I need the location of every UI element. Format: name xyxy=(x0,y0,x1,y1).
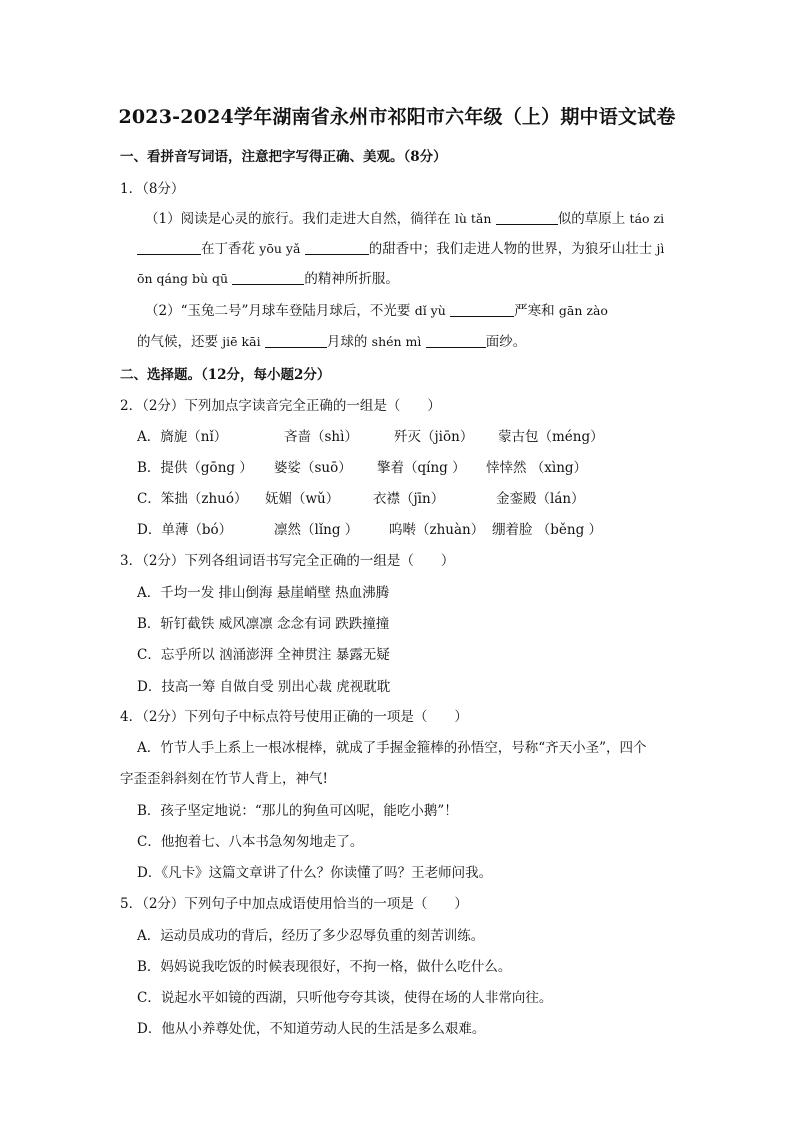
pinyin-diyu: dǐ yù xyxy=(414,303,446,318)
q1-paragraph-1-line-2 xyxy=(137,240,664,258)
pinyin-lvtan: lù tǎn xyxy=(454,211,492,226)
answer-blank[interactable] xyxy=(450,302,514,317)
q2-d-word-1: D．单薄（bó） xyxy=(137,522,233,538)
answer-blank[interactable] xyxy=(232,270,304,285)
q5-option-a[interactable]: A．运动员成功的背后，经历了多少忍辱负重的刻苦训练。 xyxy=(137,928,485,944)
answer-blank[interactable] xyxy=(426,333,486,348)
q4-option-b[interactable]: B．孩子坚定地说：“那儿的狗鱼可凶呢，能吃小鹅”！ xyxy=(137,803,458,819)
q2-d-word-4: 绷着脸 （běng ） xyxy=(492,522,603,538)
q4-option-d[interactable]: D．《凡卡》这篇文章讲了什么？你读懂了吗？王老师问我。 xyxy=(137,865,493,881)
q2-a-word-3: 歼灭（jiōn） xyxy=(394,429,474,445)
q1-text: 月球的 xyxy=(326,334,368,350)
pinyin-youya: yōu yǎ xyxy=(259,241,301,256)
q2-b-word-4: 悻悻然 （xìng） xyxy=(486,460,588,476)
q2-d-word-2: 凛然（lǐng ） xyxy=(274,522,359,538)
pinyin-jiekai: jiē kāi xyxy=(222,334,261,349)
q2-c-word-3: 衣襟（jīn） xyxy=(373,491,445,507)
q2-c-word-1: C．笨拙（zhuó） xyxy=(137,491,248,507)
q1-paragraph-1-line-1 xyxy=(145,210,664,228)
q2-b-word-2: 婆娑（suō） xyxy=(274,460,352,476)
answer-blank[interactable] xyxy=(265,333,327,348)
question-stem-3: 3．（2分）下列各组词语书写完全正确的一组是（ ） xyxy=(120,553,455,569)
question-stem-4: 4．（2分）下列句子中标点符号使用正确的一项是（ ） xyxy=(120,709,468,725)
q2-c-word-2: 妩媚（wǔ） xyxy=(265,491,340,507)
q1-paragraph-2-line-2 xyxy=(137,333,526,351)
question-stem-5: 5．（2分）下列句子中加点成语使用恰当的一项是（ ） xyxy=(120,896,468,912)
q5-option-b[interactable]: B．妈妈说我吃饭的时候表现很好，不拘一格，做什么吃什么。 xyxy=(137,959,512,975)
pinyin-ji: jì xyxy=(656,241,665,256)
q2-c-word-4: 金銮殿（lán） xyxy=(496,491,585,507)
q1-text: 的气候，还要 xyxy=(137,334,218,350)
q1-paragraph-1-line-3 xyxy=(137,270,399,288)
question-label-1: 1．（8分） xyxy=(120,181,185,197)
question-stem-2: 2．（2分）下列加点字读音完全正确的一组是（ ） xyxy=(120,398,441,414)
q3-option-c[interactable]: C．忘乎所以 汹涌澎湃 全神贯注 暴露无疑 xyxy=(137,647,390,663)
section-heading-1: 一、看拼音写词语，注意把字写得正确、美观。（8分） xyxy=(120,149,447,165)
q1-paragraph-2-line-1 xyxy=(145,302,608,320)
q3-option-a[interactable]: A．千均一发 排山倒海 悬崖峭壁 热血沸腾 xyxy=(137,585,390,601)
page-title: 2023-2024学年湖南省永州市祁阳市六年级（上）期中语文试卷 xyxy=(118,106,676,128)
q4-option-c[interactable]: C．他抱着七、八本书急匆匆地走了。 xyxy=(137,834,364,850)
section-heading-2: 二、选择题。（12分，每小题2分） xyxy=(120,367,331,383)
q2-b-word-1: B．提供（gōng ） xyxy=(137,460,253,476)
answer-blank[interactable] xyxy=(137,240,201,255)
q4-option-a[interactable]: A．竹节人手上系上一根冰棍棒，就成了手握金箍棒的孙悟空，号称“齐天小圣”，四个 xyxy=(137,740,647,756)
q1-text: 的甜香中；我们走进人物的世界，为狼牙山壮士 xyxy=(368,241,653,257)
q3-option-b[interactable]: B．斩钉截铁 威风凛凛 念念有词 跌跌撞撞 xyxy=(137,616,390,632)
q1-text: 在丁香花 xyxy=(201,241,255,257)
q1-text: 面纱。 xyxy=(485,334,527,350)
q2-d-word-3: 呜啭（zhuàn） xyxy=(389,522,485,538)
q2-b-word-3: 擎着（qíng ） xyxy=(377,460,466,476)
q3-option-d[interactable]: D．技高一筹 自做自受 别出心裁 虎视耽耽 xyxy=(137,679,391,695)
answer-blank[interactable] xyxy=(305,240,369,255)
q1-text: （1）阅读是心灵的旅行。我们走进大自然，徜徉在 xyxy=(145,211,451,227)
q1-text: 似的草原上 xyxy=(557,211,626,227)
pinyin-taozui: táo zi xyxy=(629,211,665,226)
answer-blank[interactable] xyxy=(496,210,558,225)
q1-text: 的精神所折服。 xyxy=(304,271,399,287)
q2-a-word-2: 吝啬（shì） xyxy=(284,429,358,445)
pinyin-ganzao: gān zào xyxy=(558,303,608,318)
q1-text: 严寒和 xyxy=(514,303,555,319)
q5-option-c[interactable]: C．说起水平如镜的西湖，只听他夸夸其谈，使得在场的人非常向往。 xyxy=(137,990,553,1006)
pinyin-shenmi: shén mì xyxy=(371,334,422,349)
q4-option-a-continued: 字歪歪斜斜刻在竹节人背上，神气! xyxy=(120,771,328,787)
pinyin-qiangbuqu: ōn qáng bù qū xyxy=(137,271,229,286)
q2-a-word-1: A．旖旎（nǐ） xyxy=(137,429,228,445)
q2-a-word-4: 蒙古包（méng） xyxy=(498,429,604,445)
q5-option-d[interactable]: D．他从小养尊处优，不知道劳动人民的生活是多么艰难。 xyxy=(137,1021,486,1037)
q1-text: （2）“玉兔二号”月球车登陆月球后，不光要 xyxy=(145,303,411,319)
